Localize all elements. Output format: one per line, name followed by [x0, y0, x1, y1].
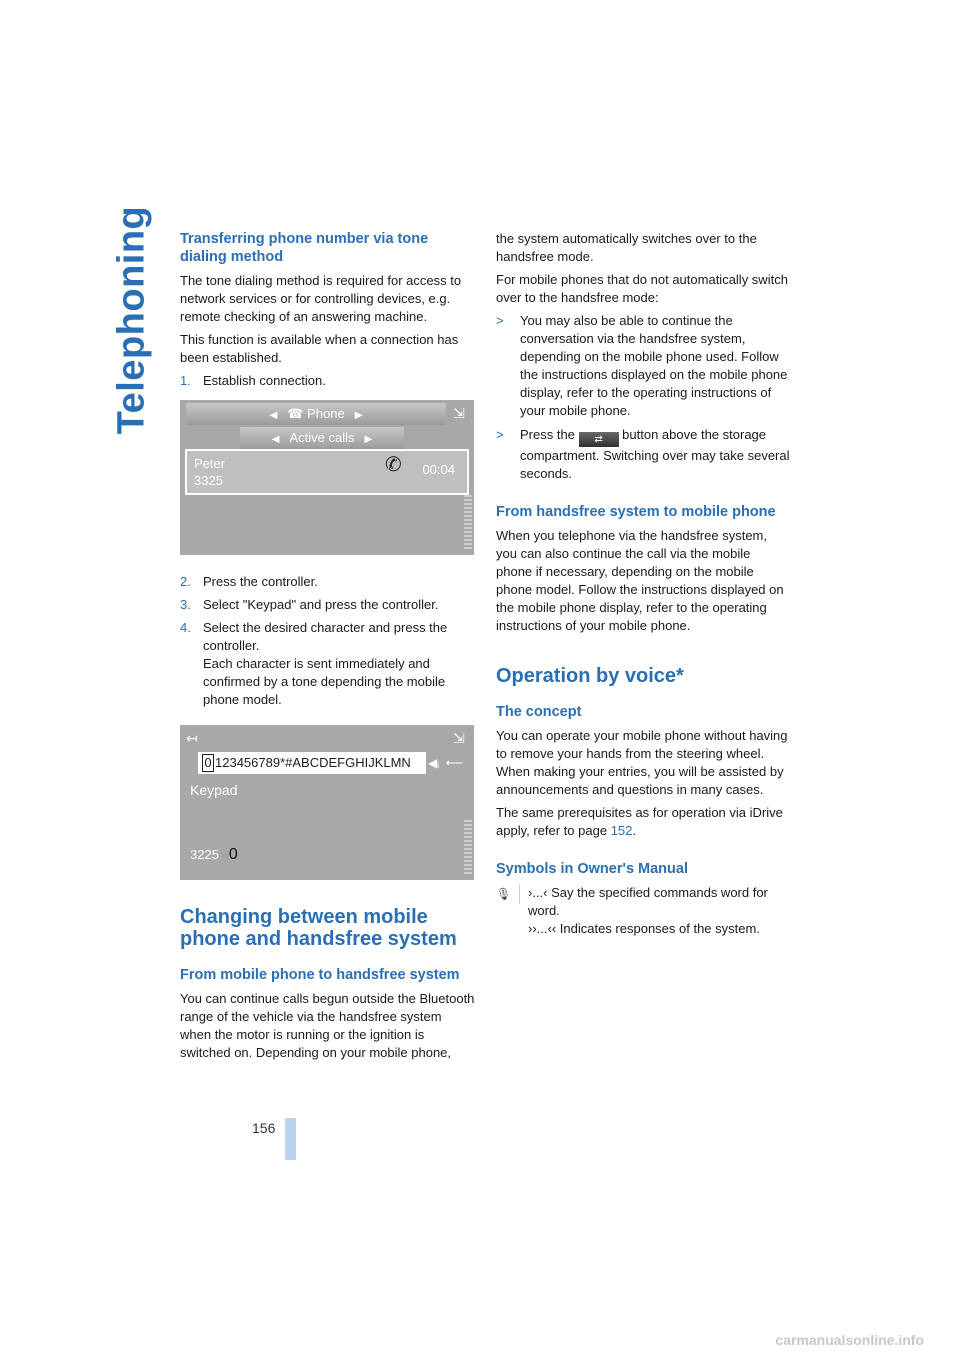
paragraph: For mobile phones that do not automatically switch over to the handsfree mode: [496, 272, 788, 305]
phone-call-icon: ✆ [385, 454, 402, 476]
heading-the-concept: The concept [496, 704, 582, 720]
side-chapter-title: Telephoning [110, 205, 153, 434]
heading-symbols: Symbols in Owner's Manual [496, 861, 688, 877]
bullet-item: > You may also be able to continue the conversation via the handsfree system, depending on the mobile phone used. Follow the instructions displayed on the mobile phone display, refer to the operating instructions of your mobile phone. [496, 313, 788, 418]
step-2: 2. Press the controller. [180, 574, 318, 589]
paragraph: You can continue calls begun outside the Bluetooth range of the vehicle via the handsfree system when the motor is running or the ignition is switched on. Depending on your mobile phone, [180, 991, 475, 1060]
phone-button-icon: ⇄ [579, 432, 619, 447]
heading-from-handsfree: From handsfree system to mobile phone [496, 504, 776, 520]
bullet-item: > Press the ⇄ button above the storage compartment. Switching over may take several seconds. [496, 427, 790, 481]
keypad-character-bar: 0 123456789*#ABCDEFGHIJKLMN [198, 752, 426, 774]
heading-from-mobile: From mobile phone to handsfree system [180, 967, 460, 983]
right-column [496, 230, 790, 938]
active-call-entry: Peter 3325 ✆ 00:04 [185, 449, 469, 495]
paragraph: When you telephone via the handsfree system, you can also continue the call via the mobile phone if necessary, depending on the mobile phone model. Follow the instructions displayed on the mobile phone display, refer to the operating instructions of your mobile phone. [496, 528, 784, 633]
paragraph: The same prerequisites as for operation via iDrive apply, refer to page 152. [496, 805, 783, 838]
keypad-entry: 3225 0 [190, 846, 238, 863]
heading-transfer-tone-dialing: Transferring phone number via tone dialing method [180, 231, 429, 265]
heading-changing-between: Changing between mobile phone and handsfree system [180, 906, 457, 950]
paragraph: This function is available when a connection has been established. [180, 332, 459, 365]
symbol-row: ›...‹ Say the specified commands word for word. [528, 885, 768, 918]
paragraph: The tone dialing method is required for access to network services or for controlling devices, e.g. remote checking of an answering machine. [180, 273, 462, 324]
handset-icon: ☎ [287, 406, 304, 421]
keypad-label: Keypad [190, 782, 238, 798]
voice-command-icon: 🎙 [496, 884, 520, 904]
step-4: 4. Select the desired character and press the controller. Each character is sent immediately and confirmed by a tone depending the mobile phone model. [180, 620, 448, 707]
call-timer: 00:04 [422, 462, 455, 477]
symbol-row: ››...‹‹ Indicates responses of the system. [528, 921, 760, 936]
step-3: 3. Select "Keypad" and press the controller. [180, 597, 439, 612]
keypad-cursor: 0 [202, 754, 214, 772]
back-arrow-icon: ↤ [186, 730, 198, 746]
screenshot-active-calls [180, 400, 474, 555]
step-1: 1. Establish connection. [180, 373, 326, 388]
screenshot-keypad [180, 725, 474, 880]
image-code-mark [464, 495, 472, 549]
symbols-table [496, 884, 790, 938]
settings-corner-icon: ⇲ [453, 405, 465, 421]
image-code-mark [464, 820, 472, 874]
page-number: 156 [252, 1120, 276, 1136]
page-number-bar [285, 1118, 296, 1160]
paragraph: You can operate your mobile phone without having to remove your hands from the steering wheel. When making your entries, you will be assisted by announcements and questions in many cases. [496, 728, 788, 797]
page-link[interactable]: 152 [610, 823, 633, 838]
settings-corner-icon: ⇲ [453, 730, 465, 746]
heading-operation-by-voice: Operation by voice* [496, 665, 684, 687]
paragraph: the system automatically switches over to the handsfree mode. [496, 231, 757, 264]
site-watermark-logo: carmanualsonline.info [775, 1332, 924, 1348]
left-column [180, 230, 476, 1067]
menu-bar-phone: ◀ ☎ Phone ▶ [186, 403, 446, 425]
menu-bar-active-calls: ◀ Active calls ▶ [240, 427, 404, 449]
speaker-and-backspace-icons: ◀ᵢ ⟵ [428, 756, 463, 770]
